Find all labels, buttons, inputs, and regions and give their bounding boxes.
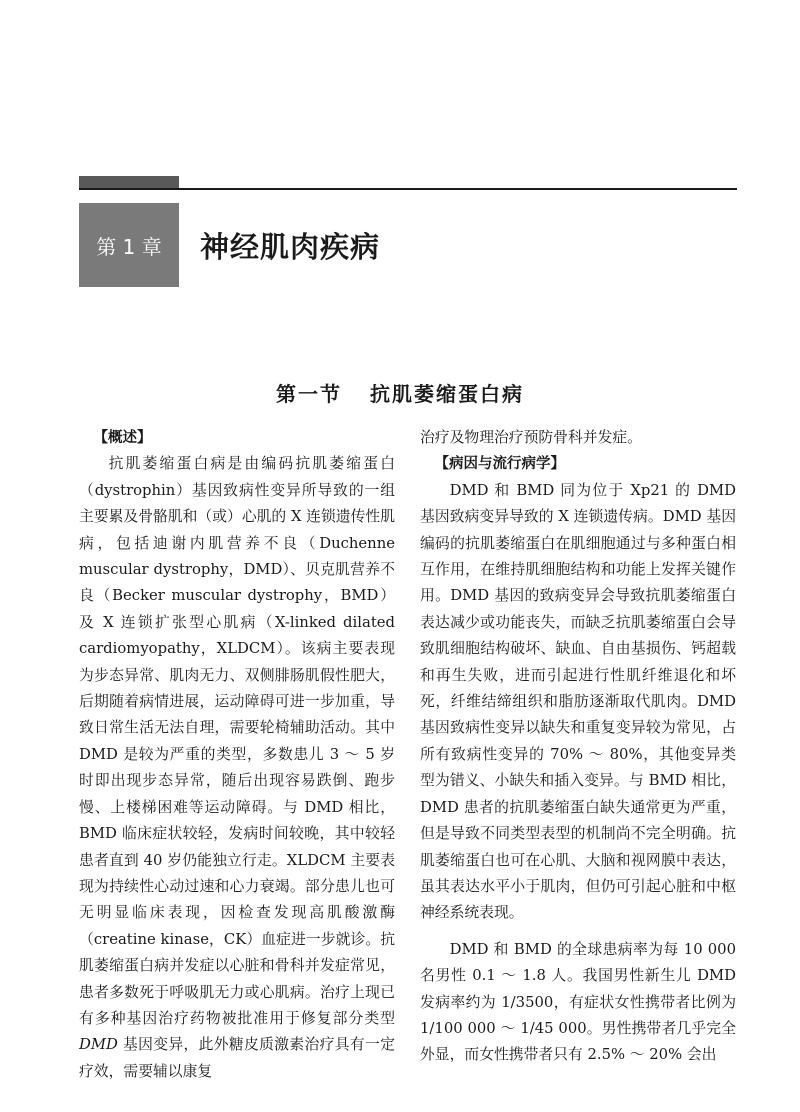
overview-gene-name: DMD — [79, 1036, 118, 1054]
etiology-heading: 【病因与流行病学】 — [434, 456, 565, 473]
overview-paragraph — [79, 451, 395, 1085]
chapter-label-box — [79, 203, 179, 287]
chapter-label: 第 1 章 — [96, 234, 162, 259]
etiology-paragraph-2: DMD 和 BMD 的全球患病率为每 10 000 名男性 0.1 ～ 1.8 人。我国男性新生儿 DMD 发病率约为 1/3500，有症状女性携带者比例为 1/100 000 ～ 1/45 000。男性携带者几乎完全外显，而女性携带者只有 2.5% ～ 20% 会出 — [420, 940, 736, 1064]
left-column — [79, 425, 395, 1080]
header-decor-bar — [79, 176, 179, 188]
header-rule — [79, 188, 737, 190]
overview-heading: 【概述】 — [93, 430, 152, 446]
section-number: 第一节 — [276, 382, 342, 406]
section-title — [0, 378, 800, 407]
right-column — [420, 425, 736, 1065]
overview-text-tail: 基因变异，此外糖皮质激素治疗具有一定疗效，需要辅以康复 — [79, 1036, 395, 1080]
chapter-title: 神经肌肉疾病 — [200, 230, 381, 264]
section-name: 抗肌萎缩蛋白病 — [370, 382, 524, 406]
overview-text: 抗肌萎缩蛋白病是由编码抗肌萎缩蛋白（dystrophin）基因致病性变异所导致的一组主要累及骨骼肌和（或）心肌的 X 连锁遗传性肌病，包括迪谢内肌营养不良（Duchenne muscular dystrophy，DMD）、贝克肌营养不良（Becker muscular dystrophy，BMD） 及 X 连锁扩张型心肌病（X-linked dilated cardiomyopathy，XLDCM）。该病主要表现为步态异常、肌肉无力、双侧腓肠肌假性肥大，后期随着病情进展，运动障碍可进一步加重，导致日常生活无法自理，需要轮椅辅助活动。其中 DMD 是较为严重的类型，多数患儿 3 ～ 5 岁时即出现步态异常，随后出现容易跌倒、跑步慢、上楼梯困难等运动障碍。与 DMD 相比，BMD 临床症状较轻，发病时间较晚，其中较轻患者直到 40 岁仍能独立行走。XLDCM 主要表现为持续性心动过速和心力衰竭。部分患儿也可无明显临床表现，因检查发现高肌酸激酶（creatine kinase，CK）血症进一步就诊。抗肌萎缩蛋白病并发症以心脏和骨科并发症常见，患者多数死于呼吸肌无力或心肌病。治疗上现已有多种基因治疗药物被批准用于修复部分类型 — [79, 455, 395, 1027]
overview-paragraph-continued: 治疗及物理治疗预防骨科并发症。 — [420, 429, 642, 446]
etiology-paragraph-1: DMD 和 BMD 同为位于 Xp21 的 DMD 基因致病变异导致的 X 连锁遗传病。DMD 基因编码的抗肌萎缩蛋白在肌细胞通过与多种蛋白相互作用，在维持肌细胞结构和功能上发挥关键作用。DMD 基因的致病变异会导致抗肌萎缩蛋白表达减少或功能丧失，而缺乏抗肌萎缩蛋白会导致肌细胞结构破坏、缺血、自由基损伤、钙超载和再生失败，进而引起进行性肌纤维退化和坏死，纤维结缔组织和脂肪逐渐取代肌肉。DMD 基因致病性变异以缺失和重复变异较为常见，占所有致病性变异的 70% ～ 80%，其他变异类型为错义、小缺失和插入变异。与 BMD 相比，DMD 患者的抗肌萎缩蛋白缺失通常更为严重，但是导致不同类型表型的机制尚不完全明确。抗肌萎缩蛋白也可在心肌、大脑和视网膜中表达，虽其表达水平小于肌肉，但仍可引起心脏和中枢神经系统表现。 — [420, 481, 736, 922]
